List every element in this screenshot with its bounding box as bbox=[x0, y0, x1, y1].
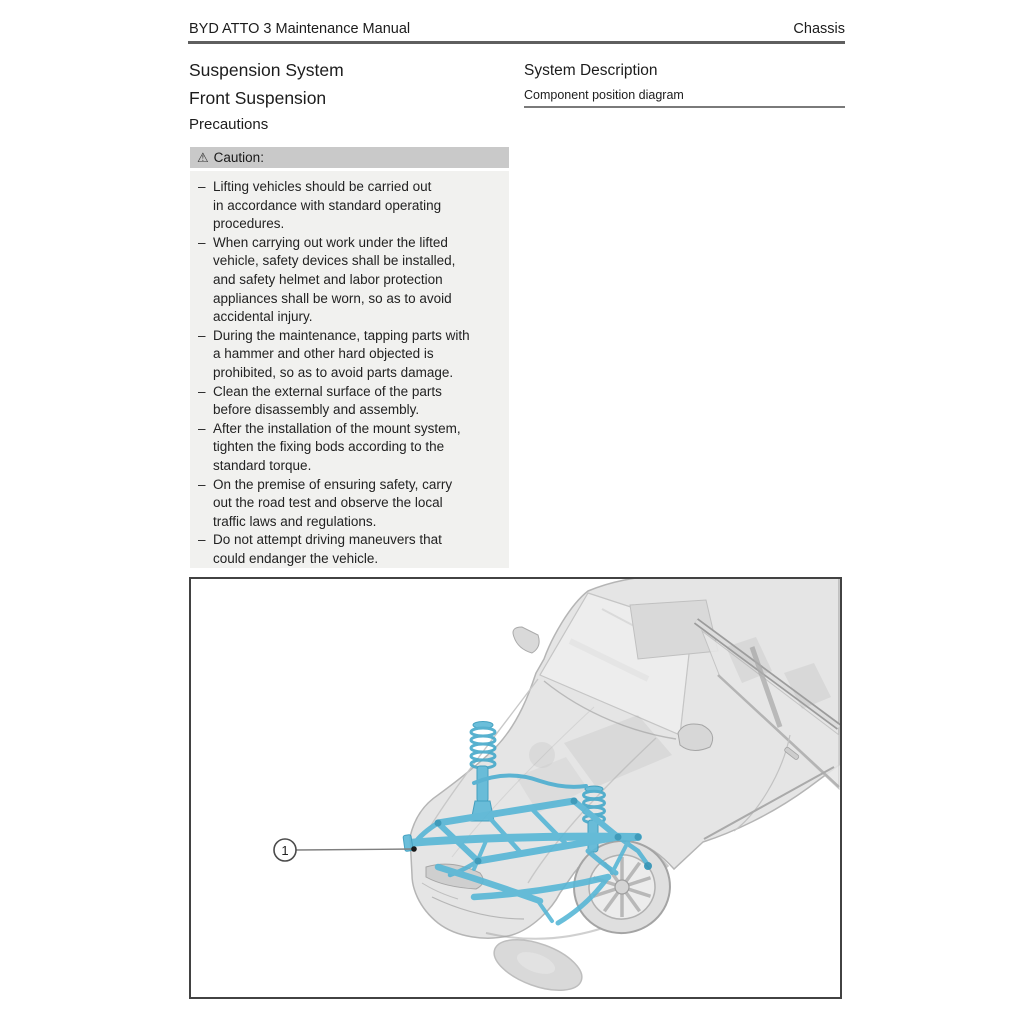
heading-subsystem: Front Suspension bbox=[189, 88, 327, 108]
caution-body bbox=[190, 171, 509, 568]
car-body-group bbox=[410, 579, 839, 997]
figure-frame bbox=[189, 577, 842, 999]
right-column-rule bbox=[524, 106, 845, 108]
caution-item: – Do not attempt driving maneuvers that could endanger the vehicle. bbox=[198, 532, 442, 566]
chapter-label: Chassis bbox=[793, 21, 845, 37]
caution-title: Caution: bbox=[213, 150, 264, 165]
caution-item: – On the premise of ensuring safety, carry out the road test and observe the local traffic laws and regulations. bbox=[198, 476, 453, 529]
callout-dot bbox=[411, 846, 417, 852]
caution-header bbox=[190, 147, 509, 168]
strut-tower-shadow bbox=[529, 742, 555, 768]
left-mirror bbox=[513, 627, 539, 653]
callout-1 bbox=[274, 839, 417, 861]
warning-triangle-icon: ⚠ bbox=[197, 150, 209, 165]
callout-label: 1 bbox=[281, 843, 289, 858]
right-mirror bbox=[678, 724, 713, 751]
wheel-hub bbox=[615, 880, 629, 894]
caution-item: – Clean the external surface of the parts before disassembly and assembly. bbox=[198, 383, 442, 418]
caution-item: – During the maintenance, tapping parts with a hammer and other hard objected is prohibited, so as to avoid parts damage. bbox=[198, 327, 470, 380]
callout-leader-line bbox=[296, 849, 414, 850]
header-rule bbox=[188, 41, 845, 44]
heading-precautions: Precautions bbox=[189, 116, 269, 133]
manual-title: BYD ATTO 3 Maintenance Manual bbox=[189, 21, 411, 37]
heading-component-position-diagram: Component position diagram bbox=[524, 88, 684, 102]
caution-item: – When carrying out work under the lifted vehicle, safety devices shall be installed, and safety helmet and labor protection appliances shall be worn, so as to avoid accidental injury. bbox=[198, 234, 456, 325]
heading-system-description: System Description bbox=[524, 62, 658, 79]
front-suspension-component-position-diagram bbox=[191, 579, 840, 997]
caution-item: – Lifting vehicles should be carried out in accordance with standard operating procedures. bbox=[198, 179, 442, 232]
caution-item: – After the installation of the mount system, tighten the fixing bods according to the standard torque. bbox=[198, 420, 461, 473]
caution-list bbox=[190, 171, 509, 568]
heading-system: Suspension System bbox=[189, 60, 344, 80]
